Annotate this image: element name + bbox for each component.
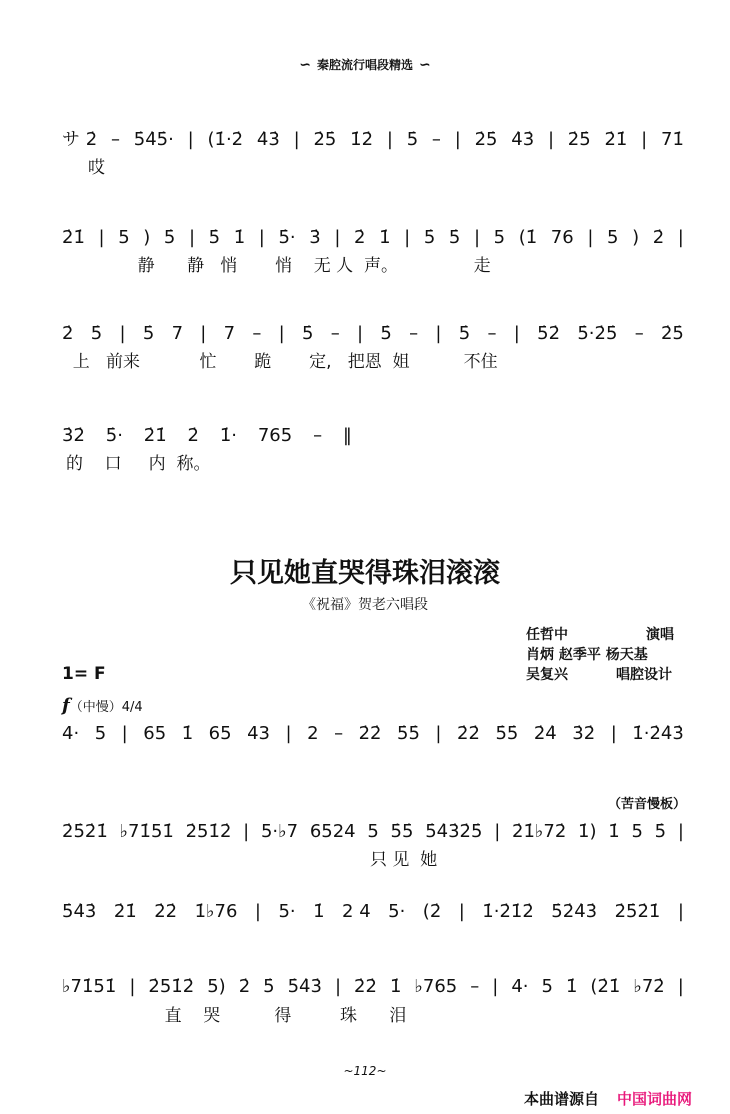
note-group: 5̇ [458, 323, 471, 344]
note-group: ♭72̇ [633, 976, 665, 997]
lyrics-line: 只 见 她 [62, 850, 438, 870]
barline: | [513, 323, 520, 344]
barline: | [278, 323, 285, 344]
source-brand-link[interactable]: 中国词曲网 [617, 1090, 693, 1108]
note-group: – [634, 323, 644, 344]
note-group: 1̇ [379, 227, 391, 248]
note-group: ♭765 [414, 976, 458, 997]
note-group: 2̇1̇ [62, 227, 85, 248]
notation-line [62, 722, 684, 746]
header-text: 秦腔流行唱段精选 [316, 58, 413, 72]
barline: | [458, 901, 465, 922]
barline: | [258, 227, 265, 248]
note-group: 3̇2̇ [62, 425, 85, 446]
note-group: 2 [307, 723, 319, 744]
note-group: 2̇1̇ [604, 129, 628, 150]
note-group: – [487, 323, 497, 344]
barline: | [404, 227, 411, 248]
note-group: 65 [143, 723, 167, 744]
ornament-icon: ∽ [419, 57, 431, 73]
note-group: 5̇2̇4̇3̇ [551, 901, 598, 922]
note-group: 2̇51̇2̇ [148, 976, 195, 997]
credit-line [526, 626, 674, 644]
credit-names: 吴复兴 [526, 667, 568, 683]
barline: | [293, 129, 300, 150]
note-group: – [409, 323, 419, 344]
note-group: 5̇ [448, 227, 461, 248]
credit-line [526, 666, 672, 684]
note-group: 1̇) [578, 821, 597, 842]
note-group: 2̇ [238, 976, 251, 997]
note-group: 5̇4̇5̇· [133, 129, 174, 150]
lyrics-line: 直 哭 得 珠 泪 [62, 1006, 407, 1026]
notation-line [62, 322, 684, 346]
note-group: 2̇5̇ [474, 129, 498, 150]
note-group: 2̇5̇2̇1̇ [614, 901, 661, 922]
barline: | [454, 129, 461, 150]
note-group: 1̇ [565, 976, 578, 997]
note-group: ) [632, 227, 640, 248]
running-header [0, 57, 730, 73]
note-group: 4· [62, 723, 80, 744]
note-group: 5 [631, 821, 643, 842]
note-group: 2̇2̇ [154, 901, 178, 922]
barline: | [677, 821, 684, 842]
notation-line [62, 975, 684, 999]
note-group: 5 [493, 227, 506, 248]
barline: | [334, 976, 342, 997]
page-number: ~112~ [343, 1064, 387, 1078]
note-group: 5 [541, 976, 553, 997]
notation-line [62, 226, 684, 250]
note-group: 2̇ [652, 227, 665, 248]
note-group: 5̇ [423, 227, 436, 248]
section-annotation: （苦音慢板） [608, 797, 687, 812]
barline: | [386, 129, 393, 150]
note-group: 1̇ [389, 976, 402, 997]
note-group: ) [143, 227, 151, 248]
note-group: 5̇ [142, 323, 155, 344]
barline: | [435, 723, 442, 744]
credit-names: 任哲中 [526, 627, 568, 643]
note-group: 5̇·2̇5̇ [577, 323, 618, 344]
note-group: 7 [171, 323, 184, 344]
note-group: 1̇ [608, 821, 620, 842]
note-group: 5̇5̇ [390, 821, 414, 842]
note-group: 43 [247, 723, 270, 744]
barline: | [677, 227, 684, 248]
note-group: 5̇ [263, 976, 275, 997]
note-group: 5 [118, 227, 130, 248]
barline: | [547, 129, 555, 150]
note-group: サ 2̇ [62, 129, 98, 150]
credit-line [526, 646, 648, 664]
note-group: 1̇ [313, 901, 325, 922]
note-group: 71̇ [661, 129, 684, 150]
note-group: 1̇·2̇4̇3̇ [632, 723, 684, 744]
lyrics-line: 哎 [88, 158, 105, 178]
barline: ‖ [342, 425, 352, 446]
barline: | [129, 976, 136, 997]
barline: | [677, 901, 684, 922]
lyrics-line: 的 口 内 称。 [66, 454, 211, 474]
note-group: (2̇ [422, 901, 442, 922]
note-group: 3̇2̇ [572, 723, 596, 744]
note-group: 5 [607, 227, 619, 248]
note-group: 2̇ [354, 227, 366, 248]
note-group: 2̇1̇ [143, 425, 167, 446]
barline: | [435, 323, 442, 344]
tempo-text: （中慢） [69, 700, 122, 715]
barline: | [494, 821, 501, 842]
note-group: 5̇ [406, 129, 419, 150]
tempo-marking [62, 696, 143, 716]
source-label: 本曲谱源自 [524, 1090, 600, 1108]
note-group: – [110, 129, 120, 150]
note-group: 5̇ [163, 227, 176, 248]
notation-line [62, 900, 684, 924]
note-group: – [313, 425, 323, 446]
note-group: 5·♭7 [260, 821, 299, 842]
notation-line [62, 424, 352, 448]
note-group: 1̇· [219, 425, 238, 446]
note-group: – [252, 323, 262, 344]
note-group: 2̇2̇ [354, 976, 377, 997]
note-group: 2̇5̇2̇1̇ [62, 821, 108, 842]
notation-line [62, 820, 684, 844]
barline: | [121, 723, 128, 744]
song-subtitle: 《祝福》贺老六唱段 [302, 597, 428, 613]
note-group: – [334, 723, 344, 744]
note-group: 76 [550, 227, 574, 248]
barline: | [200, 323, 207, 344]
note-group: 5̇5̇ [495, 723, 519, 744]
note-group: 2̇5̇ [313, 129, 337, 150]
note-group: 2̇51̇2̇ [185, 821, 232, 842]
note-group: 765 [257, 425, 293, 446]
barline: | [357, 323, 364, 344]
credit-role: 演唱 [646, 627, 674, 643]
barline: | [187, 129, 194, 150]
note-group: 2̇5̇ [660, 323, 684, 344]
note-group: 5̇ [302, 323, 314, 344]
note-group: 5̇ [654, 821, 667, 842]
note-group: 1̇ [181, 723, 194, 744]
source-credit [524, 1089, 692, 1109]
note-group: (2̇1̇ [590, 976, 621, 997]
note-group: 5̇4̇3̇ [62, 901, 97, 922]
note-group: (1̇·2̇ [207, 129, 244, 150]
note-group: 4̇3̇ [511, 129, 535, 150]
note-group: ♭71̇51̇ [62, 976, 117, 997]
notation-line [62, 128, 684, 152]
note-group: 2̇ [62, 323, 74, 344]
barline: | [641, 129, 648, 150]
ornament-icon: ∽ [299, 57, 311, 73]
note-group: 5· [278, 901, 296, 922]
note-group: 5̇4̇3̇2̇5̇ [425, 821, 483, 842]
note-group: 1̇2̇ [350, 129, 374, 150]
note-group: – [330, 323, 340, 344]
note-group: 6524 [309, 821, 356, 842]
note-group: 2̇4̇ [533, 723, 557, 744]
barline: | [119, 323, 126, 344]
note-group: 5̇4̇3̇ [287, 976, 322, 997]
barline: | [587, 227, 594, 248]
note-group: 1̇♭76 [194, 901, 238, 922]
barline: | [677, 976, 684, 997]
note-group: 7 [223, 323, 236, 344]
note-group: 2 4 [342, 901, 371, 922]
note-group: 2̇5̇ [567, 129, 591, 150]
barline: | [610, 723, 617, 744]
barline: | [188, 227, 196, 248]
barline: | [243, 821, 250, 842]
note-group: 5 [367, 821, 379, 842]
note-group: 2̇1̇ [113, 901, 137, 922]
note-group: 2̇2̇ [457, 723, 480, 744]
barline: | [285, 723, 292, 744]
dynamic-mark: f [62, 695, 70, 716]
note-group: 5̇ [90, 323, 103, 344]
note-group: 5̇5̇ [397, 723, 420, 744]
note-group: ♭71̇51̇ [119, 821, 174, 842]
note-group: 4· [511, 976, 529, 997]
barline: | [98, 227, 105, 248]
barline: | [334, 227, 341, 248]
barline: | [254, 901, 261, 922]
time-signature: 4/4 [121, 700, 143, 715]
barline: | [473, 227, 481, 248]
note-group: 2̇2̇ [358, 723, 382, 744]
note-group: 4̇3̇ [256, 129, 280, 150]
note-group: (1̇ [518, 227, 538, 248]
lyrics-line: 静 静 悄 悄 无 人 声。 走 [62, 256, 491, 276]
credit-names: 肖炳 赵季平 杨天基 [526, 647, 648, 663]
key-signature: 1= F [62, 664, 106, 684]
note-group: 5̇ [208, 227, 221, 248]
note-group: 5̇2̇ [537, 323, 561, 344]
note-group: 2̇ [187, 425, 199, 446]
note-group: 5̇· [278, 227, 296, 248]
note-group: 3̇ [309, 227, 321, 248]
credit-role: 唱腔设计 [616, 667, 672, 683]
note-group: 2̇1̇♭72̇ [512, 821, 567, 842]
lyrics-line: 上 前来 忙 跪 定, 把恩 姐 不住 [62, 352, 498, 372]
note-group: – [431, 129, 441, 150]
note-group: – [470, 976, 480, 997]
note-group: 5· [388, 901, 406, 922]
note-group: 1̇·2̇1̇2̇ [482, 901, 534, 922]
note-group: 5) [207, 976, 226, 997]
note-group: 5̇· [105, 425, 123, 446]
note-group: 5̇ [380, 323, 392, 344]
song-title: 只见她直哭得珠泪滚滚 [230, 558, 500, 589]
note-group: 65 [208, 723, 232, 744]
note-group: 5 [94, 723, 107, 744]
note-group: 1̇ [233, 227, 246, 248]
barline: | [492, 976, 499, 997]
